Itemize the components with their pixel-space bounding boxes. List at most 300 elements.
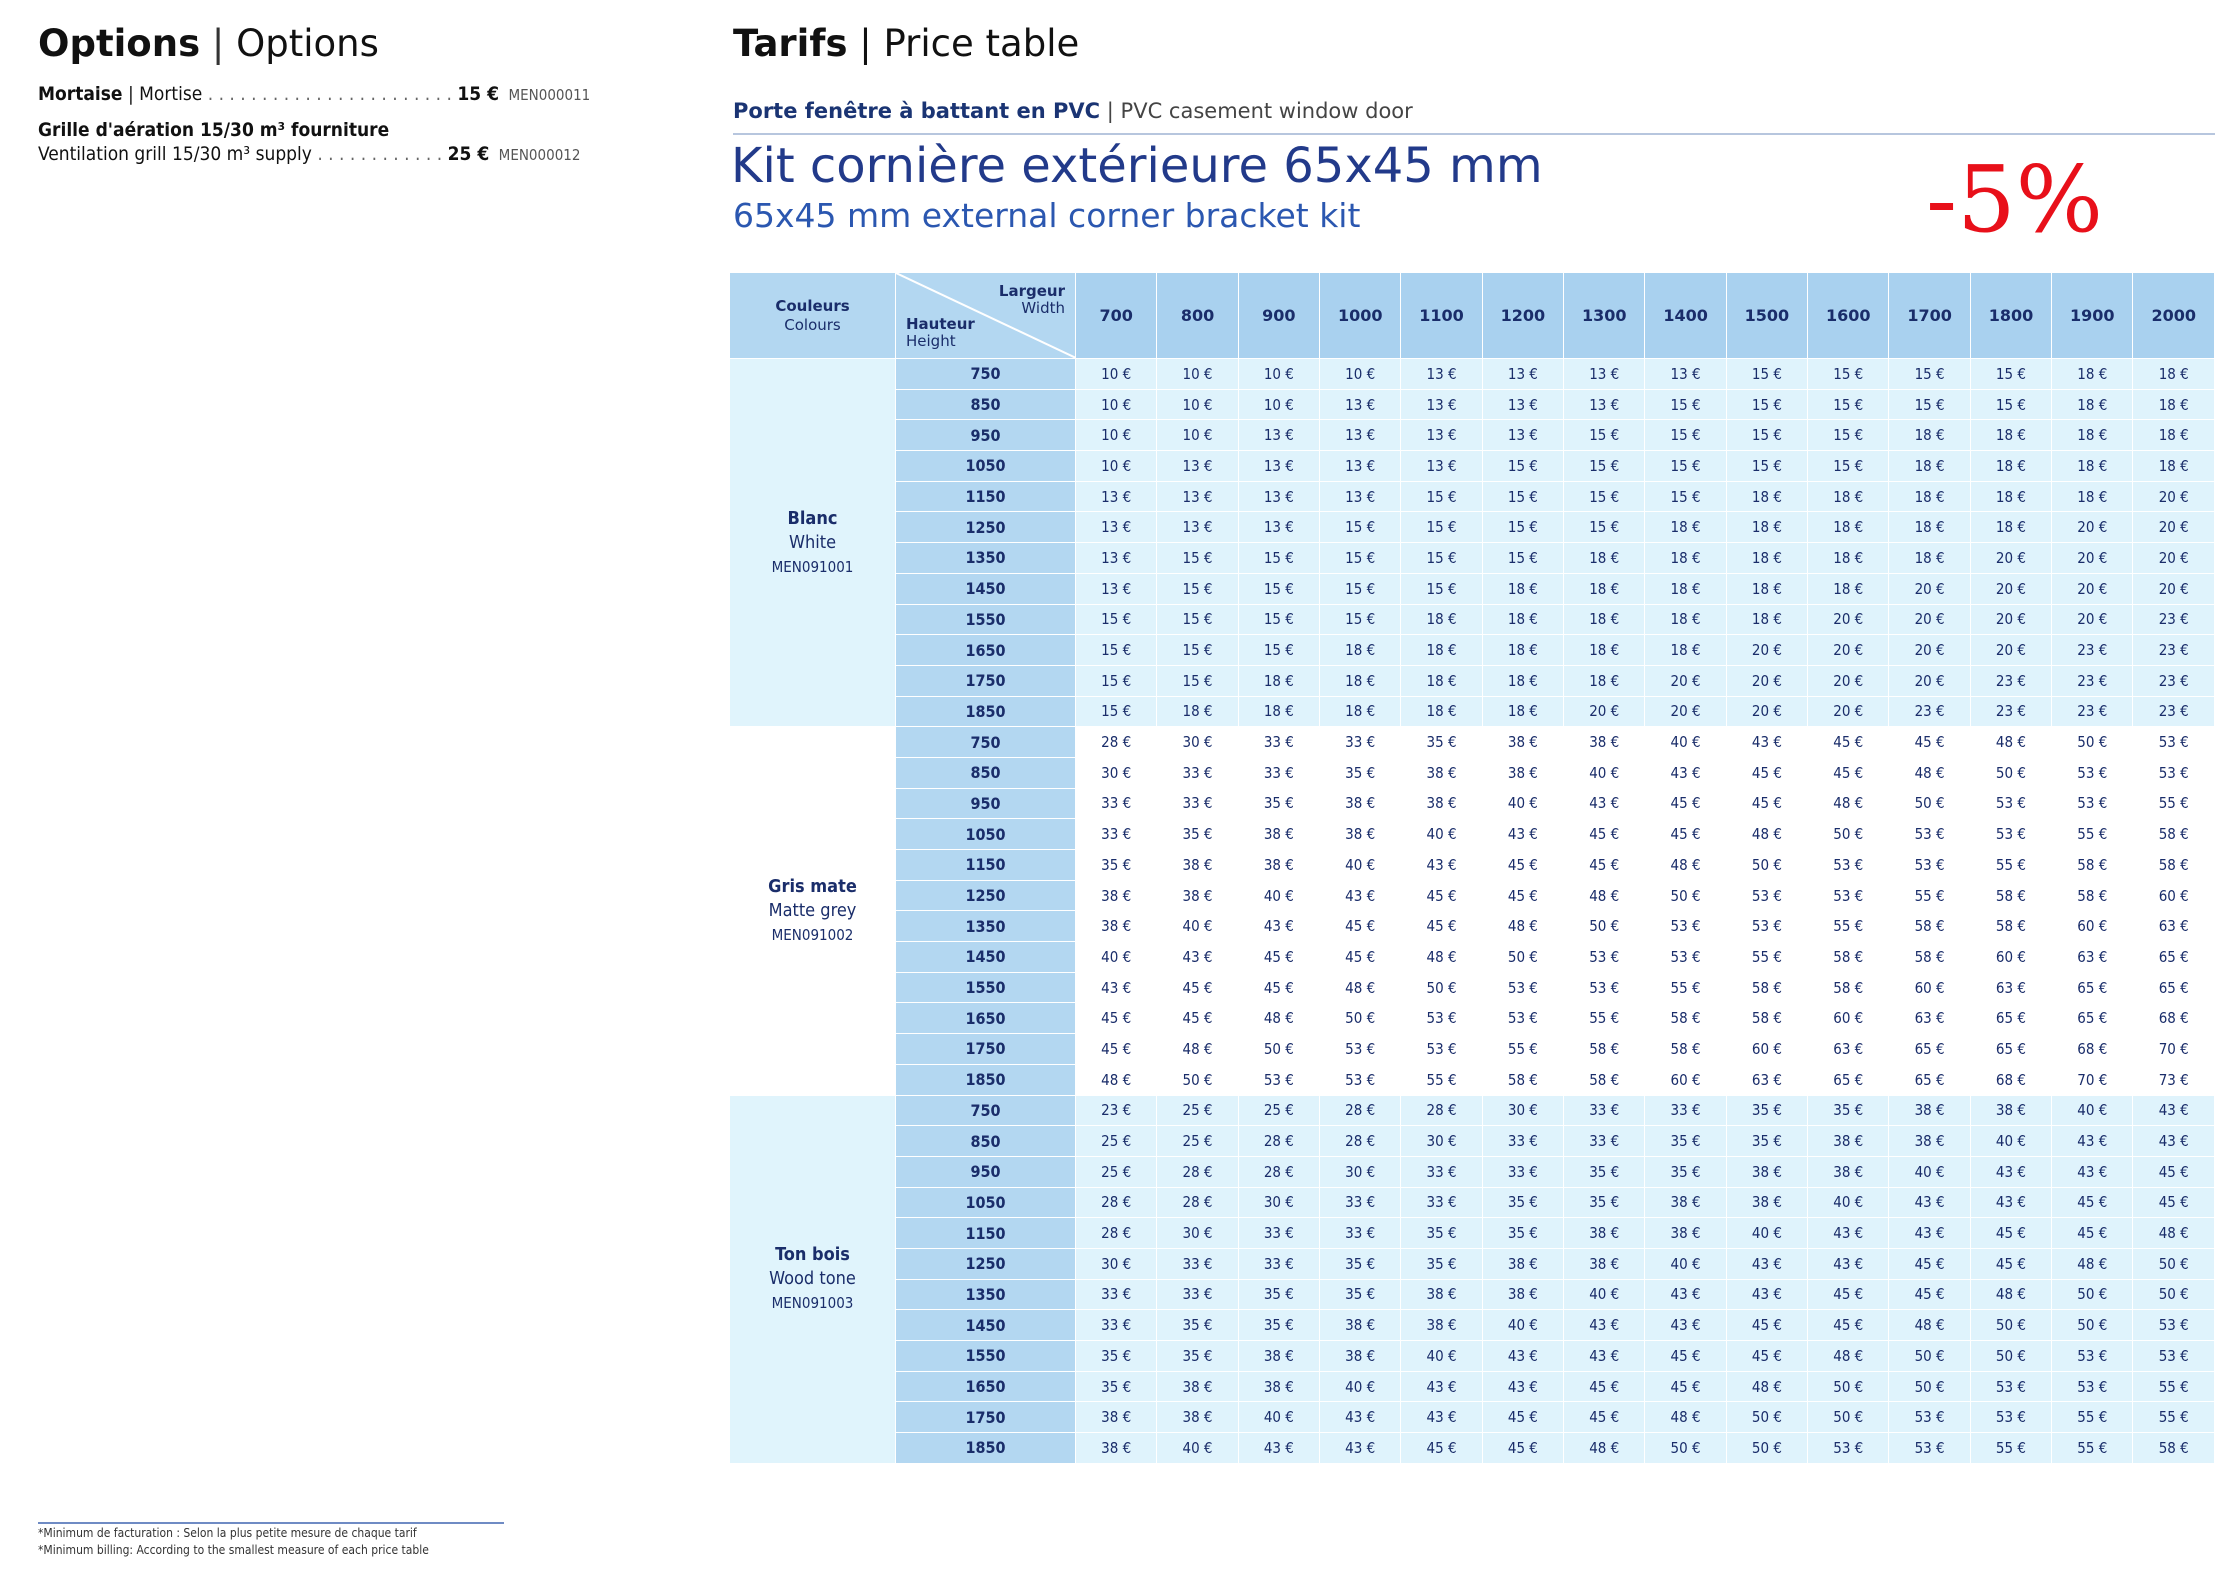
height-row-header: 1650: [896, 635, 1076, 666]
price-cell: 48 €: [1564, 1433, 1645, 1464]
price-cell: 60 €: [1808, 1003, 1889, 1034]
price-cell: 53 €: [1238, 1064, 1319, 1095]
width-column-header: 1400: [1645, 273, 1726, 359]
price-cell: 33 €: [1401, 1156, 1482, 1187]
price-cell: 58 €: [1970, 880, 2051, 911]
height-row-header: 1450: [896, 1310, 1076, 1341]
price-cell: 58 €: [1645, 1003, 1726, 1034]
table-row: [730, 911, 2215, 942]
price-cell: 20 €: [1889, 573, 1970, 604]
table-row: [730, 481, 2215, 512]
price-cell: 38 €: [1076, 911, 1157, 942]
colour-name-en: Matte grey: [768, 899, 857, 921]
price-cell: 20 €: [1564, 696, 1645, 727]
height-row-header: 1750: [896, 1034, 1076, 1065]
price-cell: 40 €: [1238, 880, 1319, 911]
price-cell: 45 €: [2133, 1156, 2215, 1187]
price-cell: 38 €: [1157, 850, 1238, 881]
price-cell: 65 €: [1970, 1034, 2051, 1065]
height-header: [906, 316, 975, 350]
price-cell: 35 €: [1645, 1156, 1726, 1187]
price-cell: 20 €: [1808, 696, 1889, 727]
height-row-header: 950: [896, 420, 1076, 451]
colour-name-fr: Gris mate: [768, 875, 857, 897]
price-cell: 10 €: [1076, 359, 1157, 390]
price-cell: 18 €: [2052, 481, 2133, 512]
height-row-header: 1350: [896, 543, 1076, 574]
price-cell: 25 €: [1157, 1126, 1238, 1157]
footer-note-fr: *Minimum de facturation : Selon la plus petite mesure de chaque tarif: [38, 1526, 417, 1540]
product-separator: |: [1106, 99, 1114, 123]
price-cell: 40 €: [1889, 1156, 1970, 1187]
price-cell: 53 €: [1970, 819, 2051, 850]
price-cell: 35 €: [1482, 1187, 1563, 1218]
colour-code: MEN091002: [771, 925, 854, 944]
table-row: [730, 512, 2215, 543]
price-cell: 50 €: [1726, 1402, 1807, 1433]
price-cell: 38 €: [1238, 850, 1319, 881]
price-cell: 45 €: [1889, 727, 1970, 758]
price-cell: 50 €: [1889, 788, 1970, 819]
table-row: [730, 1310, 2215, 1341]
price-cell: 60 €: [1889, 972, 1970, 1003]
price-cell: 40 €: [1401, 819, 1482, 850]
price-cell: 10 €: [1157, 359, 1238, 390]
price-cell: 68 €: [2052, 1034, 2133, 1065]
price-cell: 55 €: [1645, 972, 1726, 1003]
price-cell: 50 €: [1320, 1003, 1401, 1034]
price-cell: 40 €: [1808, 1187, 1889, 1218]
height-row-header: 850: [896, 757, 1076, 788]
price-cell: 33 €: [1157, 1248, 1238, 1279]
price-cell: 38 €: [1076, 1433, 1157, 1464]
price-cell: 13 €: [1076, 481, 1157, 512]
price-cell: 18 €: [2052, 420, 2133, 451]
price-cell: 15 €: [1808, 451, 1889, 482]
price-cell: 58 €: [2052, 880, 2133, 911]
price-cell: 15 €: [1889, 389, 1970, 420]
price-cell: 50 €: [1970, 1341, 2051, 1372]
price-cell: 13 €: [1238, 481, 1319, 512]
price-cell: 15 €: [1157, 604, 1238, 635]
price-cell: 23 €: [2133, 665, 2215, 696]
price-cell: 58 €: [2052, 850, 2133, 881]
width-column-header: 1000: [1320, 273, 1401, 359]
price-cell: 68 €: [1970, 1064, 2051, 1095]
price-cell: 15 €: [1238, 573, 1319, 604]
price-cell: 43 €: [1970, 1156, 2051, 1187]
price-cell: 35 €: [1238, 1310, 1319, 1341]
product-name-en: PVC casement window door: [1120, 99, 1413, 123]
price-cell: 18 €: [1564, 635, 1645, 666]
price-cell: 15 €: [1076, 696, 1157, 727]
width-column-header: 1300: [1564, 273, 1645, 359]
price-cell: 53 €: [1482, 1003, 1563, 1034]
price-cell: 53 €: [1482, 972, 1563, 1003]
price-cell: 40 €: [1320, 850, 1401, 881]
price-cell: 65 €: [2052, 972, 2133, 1003]
price-cell: 40 €: [1645, 1248, 1726, 1279]
price-cell: 18 €: [1320, 696, 1401, 727]
height-row-header: 750: [896, 727, 1076, 758]
price-cell: 43 €: [1482, 1341, 1563, 1372]
price-cell: 13 €: [1157, 451, 1238, 482]
price-cell: 50 €: [1808, 1371, 1889, 1402]
price-cell: 43 €: [2052, 1126, 2133, 1157]
kit-title-en: 65x45 mm external corner bracket kit: [733, 196, 1361, 235]
table-row: [730, 1341, 2215, 1372]
price-cell: 40 €: [1564, 757, 1645, 788]
width-column-header: 1600: [1808, 273, 1889, 359]
price-cell: 38 €: [1320, 1341, 1401, 1372]
price-cell: 13 €: [1238, 512, 1319, 543]
price-cell: 30 €: [1076, 1248, 1157, 1279]
price-cell: 45 €: [1564, 819, 1645, 850]
price-cell: 35 €: [1320, 1248, 1401, 1279]
price-cell: 43 €: [1482, 1371, 1563, 1402]
price-cell: 33 €: [1076, 788, 1157, 819]
price-cell: 33 €: [1238, 1248, 1319, 1279]
price-cell: 48 €: [1889, 757, 1970, 788]
price-cell: 13 €: [1157, 481, 1238, 512]
height-row-header: 950: [896, 788, 1076, 819]
price-cell: 53 €: [2133, 757, 2215, 788]
table-row: [730, 1433, 2215, 1464]
table-row: [730, 573, 2215, 604]
price-cell: 50 €: [1726, 1433, 1807, 1464]
table-row: [730, 1126, 2215, 1157]
price-cell: 45 €: [1238, 942, 1319, 973]
table-row: [730, 1218, 2215, 1249]
price-cell: 30 €: [1482, 1095, 1563, 1126]
price-cell: 18 €: [1726, 512, 1807, 543]
price-cell: 55 €: [2052, 1402, 2133, 1433]
price-cell: 43 €: [1157, 942, 1238, 973]
price-cell: 33 €: [1482, 1156, 1563, 1187]
price-cell: 53 €: [1320, 1064, 1401, 1095]
price-cell: 35 €: [1726, 1095, 1807, 1126]
price-cell: 38 €: [1564, 727, 1645, 758]
price-cell: 38 €: [1238, 1371, 1319, 1402]
price-cell: 18 €: [2133, 359, 2215, 390]
price-cell: 43 €: [1808, 1218, 1889, 1249]
price-cell: 18 €: [2052, 359, 2133, 390]
price-cell: 58 €: [2133, 819, 2215, 850]
price-cell: 40 €: [1482, 1310, 1563, 1341]
options-title-en: Options: [236, 22, 379, 65]
price-cell: 38 €: [1726, 1187, 1807, 1218]
colour-name-fr: Blanc: [787, 507, 838, 529]
price-cell: 45 €: [1889, 1248, 1970, 1279]
width-column-header: 800: [1157, 273, 1238, 359]
height-row-header: 1350: [896, 911, 1076, 942]
price-cell: 45 €: [1076, 1034, 1157, 1065]
price-cell: 53 €: [1808, 880, 1889, 911]
price-cell: 55 €: [2052, 1433, 2133, 1464]
price-cell: 18 €: [1808, 481, 1889, 512]
price-cell: 20 €: [1808, 635, 1889, 666]
price-cell: 43 €: [1645, 757, 1726, 788]
price-cell: 45 €: [1726, 1310, 1807, 1341]
price-cell: 15 €: [1970, 359, 2051, 390]
price-cell: 15 €: [1482, 481, 1563, 512]
price-cell: 55 €: [2133, 1402, 2215, 1433]
height-row-header: 1550: [896, 604, 1076, 635]
height-row-header: 850: [896, 389, 1076, 420]
price-cell: 45 €: [1564, 850, 1645, 881]
price-cell: 20 €: [1808, 665, 1889, 696]
price-cell: 50 €: [1401, 972, 1482, 1003]
price-cell: 40 €: [1564, 1279, 1645, 1310]
price-cell: 50 €: [1808, 819, 1889, 850]
price-cell: 48 €: [1564, 880, 1645, 911]
price-cell: 33 €: [1157, 1279, 1238, 1310]
price-cell: 20 €: [1889, 635, 1970, 666]
price-cell: 25 €: [1157, 1095, 1238, 1126]
price-cell: 48 €: [1726, 1371, 1807, 1402]
table-row: [730, 850, 2215, 881]
price-cell: 53 €: [1889, 1402, 1970, 1433]
price-cell: 45 €: [1157, 972, 1238, 1003]
price-cell: 13 €: [1482, 389, 1563, 420]
price-cell: 23 €: [1970, 665, 2051, 696]
price-cell: 43 €: [1320, 1402, 1401, 1433]
price-cell: 50 €: [1238, 1034, 1319, 1065]
price-cell: 63 €: [2133, 911, 2215, 942]
price-cell: 38 €: [1076, 880, 1157, 911]
table-row: [730, 696, 2215, 727]
price-cell: 20 €: [1970, 604, 2051, 635]
price-cell: 18 €: [1401, 696, 1482, 727]
tarifs-title: [733, 22, 1079, 65]
price-cell: 15 €: [1645, 389, 1726, 420]
price-cell: 53 €: [2052, 757, 2133, 788]
price-cell: 10 €: [1076, 451, 1157, 482]
price-cell: 53 €: [1889, 850, 1970, 881]
price-cell: 15 €: [1238, 604, 1319, 635]
price-cell: 50 €: [2052, 1279, 2133, 1310]
price-cell: 10 €: [1238, 359, 1319, 390]
leader-dots: . . . . . . . . . . . . . . . . . . . . . . .: [207, 83, 452, 105]
table-row: [730, 788, 2215, 819]
price-cell: 23 €: [2133, 635, 2215, 666]
price-cell: 15 €: [1564, 420, 1645, 451]
option-ventilation: [38, 143, 580, 165]
price-cell: 40 €: [1401, 1341, 1482, 1372]
price-cell: 10 €: [1076, 389, 1157, 420]
price-cell: 50 €: [1808, 1402, 1889, 1433]
price-cell: 40 €: [1726, 1218, 1807, 1249]
price-cell: 30 €: [1401, 1126, 1482, 1157]
price-cell: 15 €: [1482, 543, 1563, 574]
price-cell: 13 €: [1401, 389, 1482, 420]
price-cell: 43 €: [1889, 1187, 1970, 1218]
price-cell: 33 €: [1320, 727, 1401, 758]
price-cell: 53 €: [1320, 1034, 1401, 1065]
price-cell: 53 €: [1401, 1003, 1482, 1034]
price-cell: 48 €: [1157, 1034, 1238, 1065]
price-cell: 50 €: [2052, 727, 2133, 758]
price-cell: 13 €: [1238, 420, 1319, 451]
price-cell: 38 €: [1482, 1248, 1563, 1279]
price-cell: 15 €: [1320, 543, 1401, 574]
price-cell: 30 €: [1076, 757, 1157, 788]
price-cell: 55 €: [2052, 819, 2133, 850]
option-label-en: Mortise: [139, 83, 203, 105]
height-header-en: Height: [906, 332, 956, 350]
price-cell: 18 €: [1645, 573, 1726, 604]
price-cell: 28 €: [1320, 1095, 1401, 1126]
price-cell: 35 €: [1401, 727, 1482, 758]
price-cell: 73 €: [2133, 1064, 2215, 1095]
price-cell: 53 €: [2052, 788, 2133, 819]
price-cell: 43 €: [1645, 1279, 1726, 1310]
price-cell: 58 €: [2133, 850, 2215, 881]
table-row: [730, 972, 2215, 1003]
price-cell: 13 €: [1482, 420, 1563, 451]
price-cell: 33 €: [1076, 1279, 1157, 1310]
price-cell: 38 €: [1320, 1310, 1401, 1341]
option-mortise: [38, 83, 590, 105]
price-cell: 18 €: [1970, 481, 2051, 512]
price-cell: 25 €: [1238, 1095, 1319, 1126]
price-cell: 38 €: [1076, 1402, 1157, 1433]
price-cell: 18 €: [1970, 451, 2051, 482]
price-cell: 38 €: [1238, 819, 1319, 850]
price-cell: 18 €: [1564, 665, 1645, 696]
price-cell: 15 €: [1726, 389, 1807, 420]
price-cell: 15 €: [1808, 420, 1889, 451]
price-cell: 18 €: [1645, 512, 1726, 543]
price-cell: 60 €: [1726, 1034, 1807, 1065]
price-cell: 18 €: [1726, 573, 1807, 604]
price-cell: 58 €: [1808, 972, 1889, 1003]
height-row-header: 1850: [896, 696, 1076, 727]
price-cell: 13 €: [1076, 512, 1157, 543]
price-cell: 15 €: [1076, 665, 1157, 696]
discount-badge: -5%: [1926, 146, 2104, 253]
price-cell: 18 €: [1482, 665, 1563, 696]
price-cell: 45 €: [1482, 1433, 1563, 1464]
price-cell: 30 €: [1320, 1156, 1401, 1187]
price-cell: 63 €: [1970, 972, 2051, 1003]
price-cell: 43 €: [1726, 1279, 1807, 1310]
height-row-header: 1650: [896, 1371, 1076, 1402]
width-header: [999, 283, 1065, 317]
price-cell: 15 €: [1482, 451, 1563, 482]
price-cell: 20 €: [1970, 573, 2051, 604]
table-row: [730, 1371, 2215, 1402]
price-cell: 18 €: [1157, 696, 1238, 727]
price-cell: 38 €: [1889, 1126, 1970, 1157]
options-title-fr: Options: [38, 22, 201, 65]
table-row: [730, 727, 2215, 758]
price-cell: 35 €: [1808, 1095, 1889, 1126]
price-cell: 55 €: [1564, 1003, 1645, 1034]
width-column-header: 1700: [1889, 273, 1970, 359]
price-cell: 18 €: [1889, 451, 1970, 482]
price-cell: 48 €: [1970, 1279, 2051, 1310]
price-cell: 15 €: [1320, 512, 1401, 543]
price-cell: 35 €: [1076, 850, 1157, 881]
price-cell: 20 €: [2133, 573, 2215, 604]
price-cell: 45 €: [1645, 1371, 1726, 1402]
price-cell: 38 €: [1970, 1095, 2051, 1126]
colour-code: MEN091001: [771, 557, 854, 576]
price-cell: 55 €: [1482, 1034, 1563, 1065]
width-column-header: 1800: [1970, 273, 2051, 359]
tarifs-title-fr: Tarifs: [733, 22, 848, 65]
height-row-header: 1050: [896, 819, 1076, 850]
product-line: [733, 99, 1413, 123]
price-cell: 15 €: [1564, 481, 1645, 512]
price-cell: 45 €: [1645, 819, 1726, 850]
price-cell: 33 €: [1238, 1218, 1319, 1249]
tarifs-title-separator: |: [859, 22, 872, 65]
price-cell: 68 €: [2133, 1003, 2215, 1034]
table-row: [730, 1248, 2215, 1279]
price-cell: 60 €: [1645, 1064, 1726, 1095]
table-header-row: [730, 273, 2215, 359]
colours-header-fr: Couleurs: [775, 296, 850, 315]
price-cell: 38 €: [1645, 1187, 1726, 1218]
price-cell: 40 €: [1076, 942, 1157, 973]
price-cell: 15 €: [1238, 635, 1319, 666]
price-cell: 55 €: [2133, 1371, 2215, 1402]
price-cell: 35 €: [1564, 1187, 1645, 1218]
price-cell: 28 €: [1238, 1126, 1319, 1157]
price-cell: 38 €: [1482, 757, 1563, 788]
price-cell: 60 €: [1970, 942, 2051, 973]
table-row: [730, 451, 2215, 482]
price-cell: 20 €: [2052, 543, 2133, 574]
price-cell: 38 €: [1320, 788, 1401, 819]
table-row: [730, 389, 2215, 420]
price-cell: 20 €: [1808, 604, 1889, 635]
option-label-fr: Mortaise: [38, 83, 123, 105]
price-cell: 18 €: [1889, 512, 1970, 543]
price-cell: 55 €: [1808, 911, 1889, 942]
price-cell: 15 €: [1726, 420, 1807, 451]
table-row: [730, 1064, 2215, 1095]
price-cell: 38 €: [1320, 819, 1401, 850]
price-cell: 65 €: [2052, 1003, 2133, 1034]
price-cell: 53 €: [1808, 850, 1889, 881]
option-code: MEN000012: [498, 146, 581, 164]
price-cell: 38 €: [1726, 1156, 1807, 1187]
price-cell: 65 €: [1970, 1003, 2051, 1034]
price-cell: 45 €: [1726, 788, 1807, 819]
price-cell: 18 €: [1564, 604, 1645, 635]
price-cell: 50 €: [1482, 942, 1563, 973]
price-cell: 28 €: [1157, 1156, 1238, 1187]
height-row-header: 1350: [896, 1279, 1076, 1310]
price-cell: 38 €: [1401, 1310, 1482, 1341]
price-cell: 15 €: [1808, 389, 1889, 420]
table-row: [730, 1187, 2215, 1218]
price-cell: 53 €: [2133, 727, 2215, 758]
price-cell: 18 €: [1645, 604, 1726, 635]
price-cell: 18 €: [1889, 543, 1970, 574]
price-cell: 70 €: [2133, 1034, 2215, 1065]
price-cell: 18 €: [1726, 604, 1807, 635]
price-cell: 35 €: [1076, 1371, 1157, 1402]
price-cell: 58 €: [1726, 1003, 1807, 1034]
tarifs-title-en: Price table: [883, 22, 1080, 65]
options-title-separator: |: [211, 22, 225, 65]
price-cell: 20 €: [1726, 665, 1807, 696]
price-cell: 43 €: [1645, 1310, 1726, 1341]
